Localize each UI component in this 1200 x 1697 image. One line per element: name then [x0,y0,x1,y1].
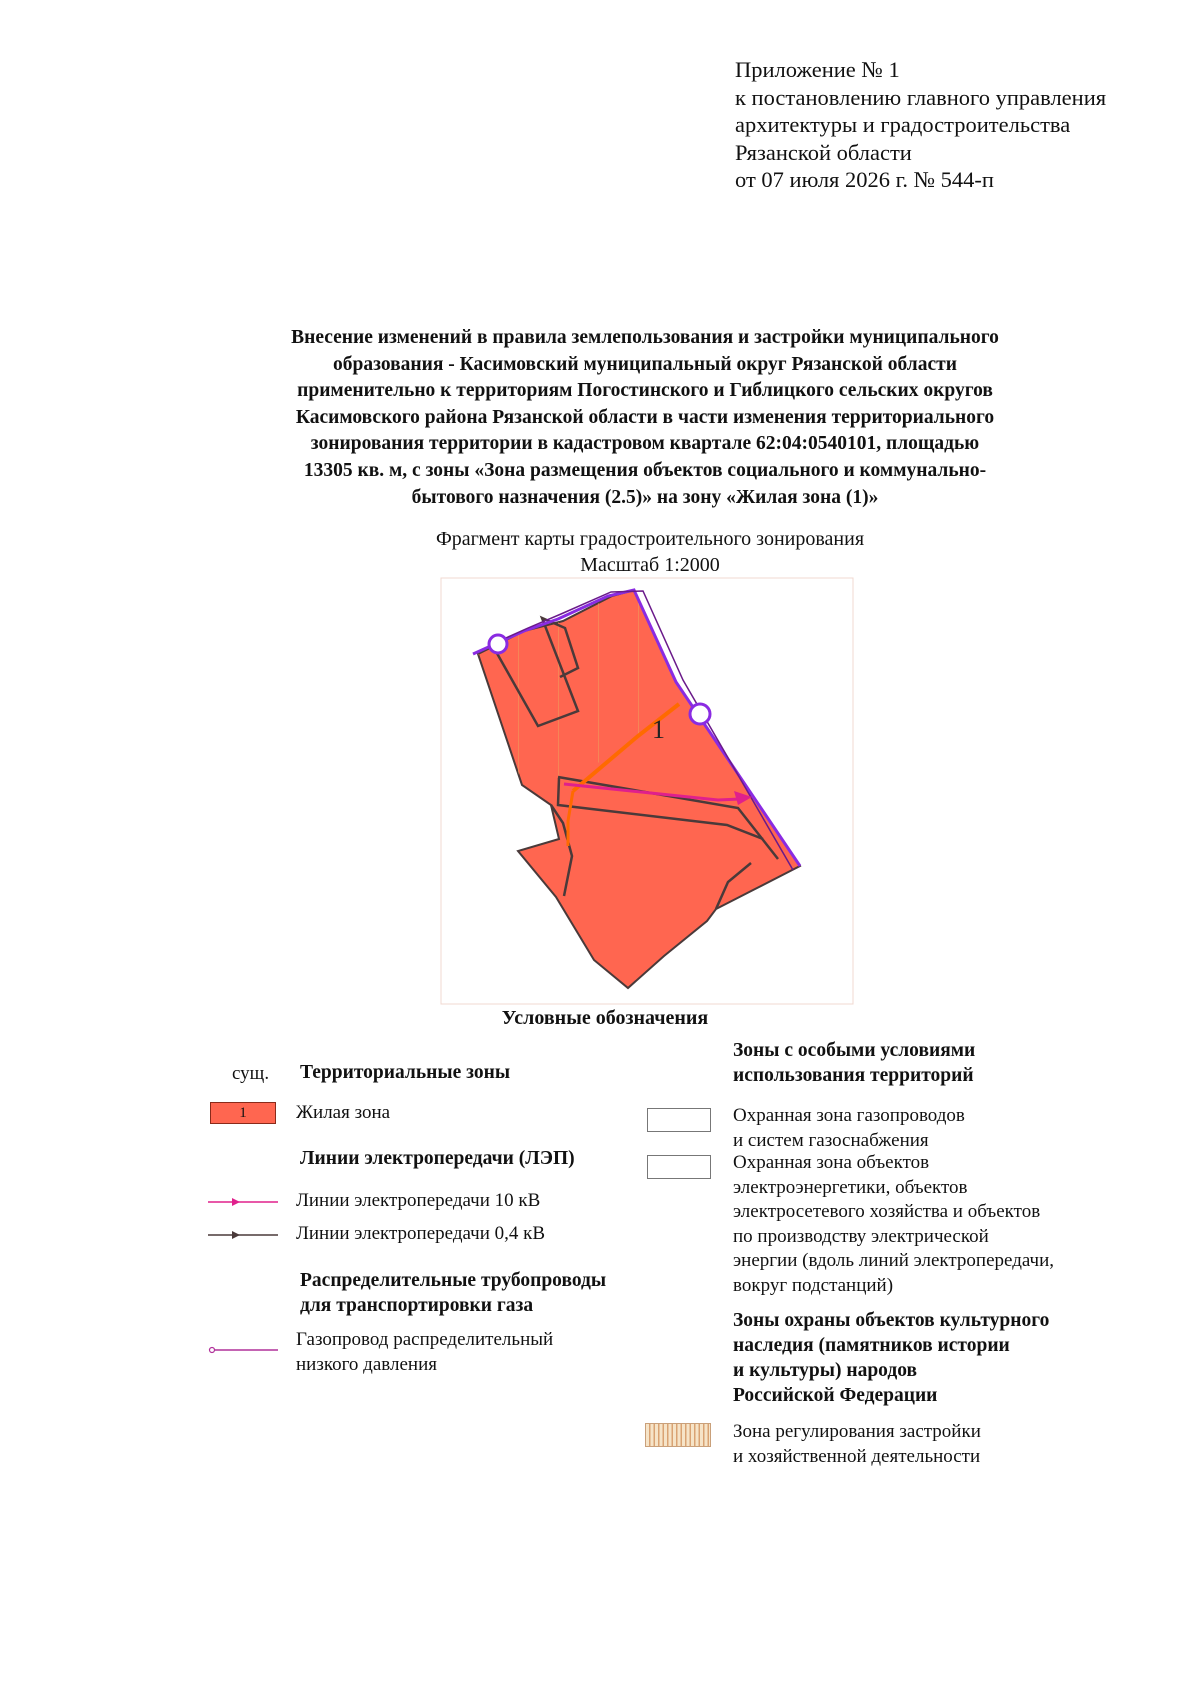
legend-heading-heritage-line: Зоны охраны объектов культурного [733,1310,1050,1331]
appendix-header [735,56,1106,194]
legend-heading-heritage-line: Российской Федерации [733,1385,938,1406]
legend-label-power-protection-line: Охранная зона объектов [733,1152,930,1173]
map-caption-line: Фрагмент карты градостроительного зонирования [435,528,865,550]
legend-heading-gas-line: для транспортировки газа [300,1295,534,1316]
legend-heading-gas [300,1268,606,1318]
legend-swatch-power-protection [647,1155,711,1179]
legend-label-power-protection-line: электросетевого хозяйства и объектов [733,1201,1041,1222]
legend-heading-gas-line: Распределительные трубопроводы [300,1270,607,1291]
legend-label-residential: Жилая зона [296,1102,391,1123]
appendix-line: Приложение № 1 [735,57,900,82]
zone-number-label: 1 [652,715,665,744]
title-line: зонирования территории в кадастровом квартале 62:04:0540101, площадью [310,433,980,455]
gas-node [690,704,710,724]
title-line: Касимовского района Рязанской области в части изменения территориального [295,406,995,428]
legend-label-gas-protection-line: и систем газоснабжения [733,1129,929,1151]
legend-swatch-residential: 1 [210,1102,276,1124]
gas-node [489,635,507,653]
legend-heading-special-line: использования территорий [733,1065,974,1086]
legend-label-power-protection-line: по производству электрической [733,1225,989,1247]
legend-label-power-protection-line: электроэнергетики, объектов [733,1176,968,1198]
legend-label-gas-line: низкого давления [296,1353,437,1375]
legend-label-heritage-regulation [733,1420,981,1469]
legend-heading-special-line: Зоны с особыми условиями [733,1040,976,1061]
title-line: образования - Касимовский муниципальный округ Рязанской области [333,353,957,375]
legend-label-10kv: Линии электропередачи 10 кВ [296,1190,541,1211]
legend-label-heritage-line: и хозяйственной деятельности [733,1445,981,1467]
appendix-line: от 07 июля 2026 г. № 544-п [735,167,994,192]
legend-heading-heritage-line: наследия (памятников истории [733,1335,1010,1356]
legend-title: Условные обозначения [501,1007,709,1029]
map-scale: Масштаб 1:2000 [580,554,720,576]
legend-symbol-10kv [208,1196,278,1208]
legend-swatch-gas-protection [647,1108,711,1132]
legend-label-gas-line: Газопровод распределительный [296,1329,554,1350]
legend-label-gas-protection [733,1104,965,1153]
legend-heading-heritage [733,1308,1049,1408]
legend-label-04kv: Линии электропередачи 0,4 кВ [296,1223,546,1244]
legend-heading-territorial-zones: Территориальные зоны [300,1062,511,1083]
legend-symbol-gas-low-pressure [208,1344,278,1356]
legend-symbol-04kv [208,1229,278,1241]
appendix-line: архитектуры и градостроительства [735,112,1071,137]
zoning-map [438,576,856,1006]
map-caption [250,526,1050,578]
legend-label-gas-low-pressure [296,1328,553,1377]
legend-existing-label: сущ. [232,1063,270,1084]
appendix-line: Рязанской области [735,139,912,165]
legend-heading-heritage-line: и культуры) народов [733,1360,918,1381]
legend-label-power-protection-line: вокруг подстанций) [733,1274,894,1296]
legend-label-heritage-line: Зона регулирования застройки [733,1421,981,1442]
title-line: 13305 кв. м, с зоны «Зона размещения объектов социального и коммунально- [303,459,987,481]
title-line: бытового назначения (2.5)» на зону «Жилая зона (1)» [411,486,879,508]
legend-heading-special-zones [733,1038,975,1088]
legend-label-power-protection [733,1151,1054,1298]
title-line: применительно к территориям Погостинского и Гиблицкого сельских округов [297,380,993,402]
legend-heading-power-lines: Линии электропередачи (ЛЭП) [300,1148,575,1169]
legend-label-power-protection-line: энергии (вдоль линий электропередачи, [733,1250,1055,1271]
appendix-line: к постановлению главного управления [735,84,1107,110]
document-title [180,325,1110,511]
legend-swatch-heritage-regulation [645,1423,711,1447]
title-line: Внесение изменений в правила землепользования и застройки муниципального [291,327,999,348]
legend-label-gas-protection-line: Охранная зона газопроводов [733,1105,965,1126]
